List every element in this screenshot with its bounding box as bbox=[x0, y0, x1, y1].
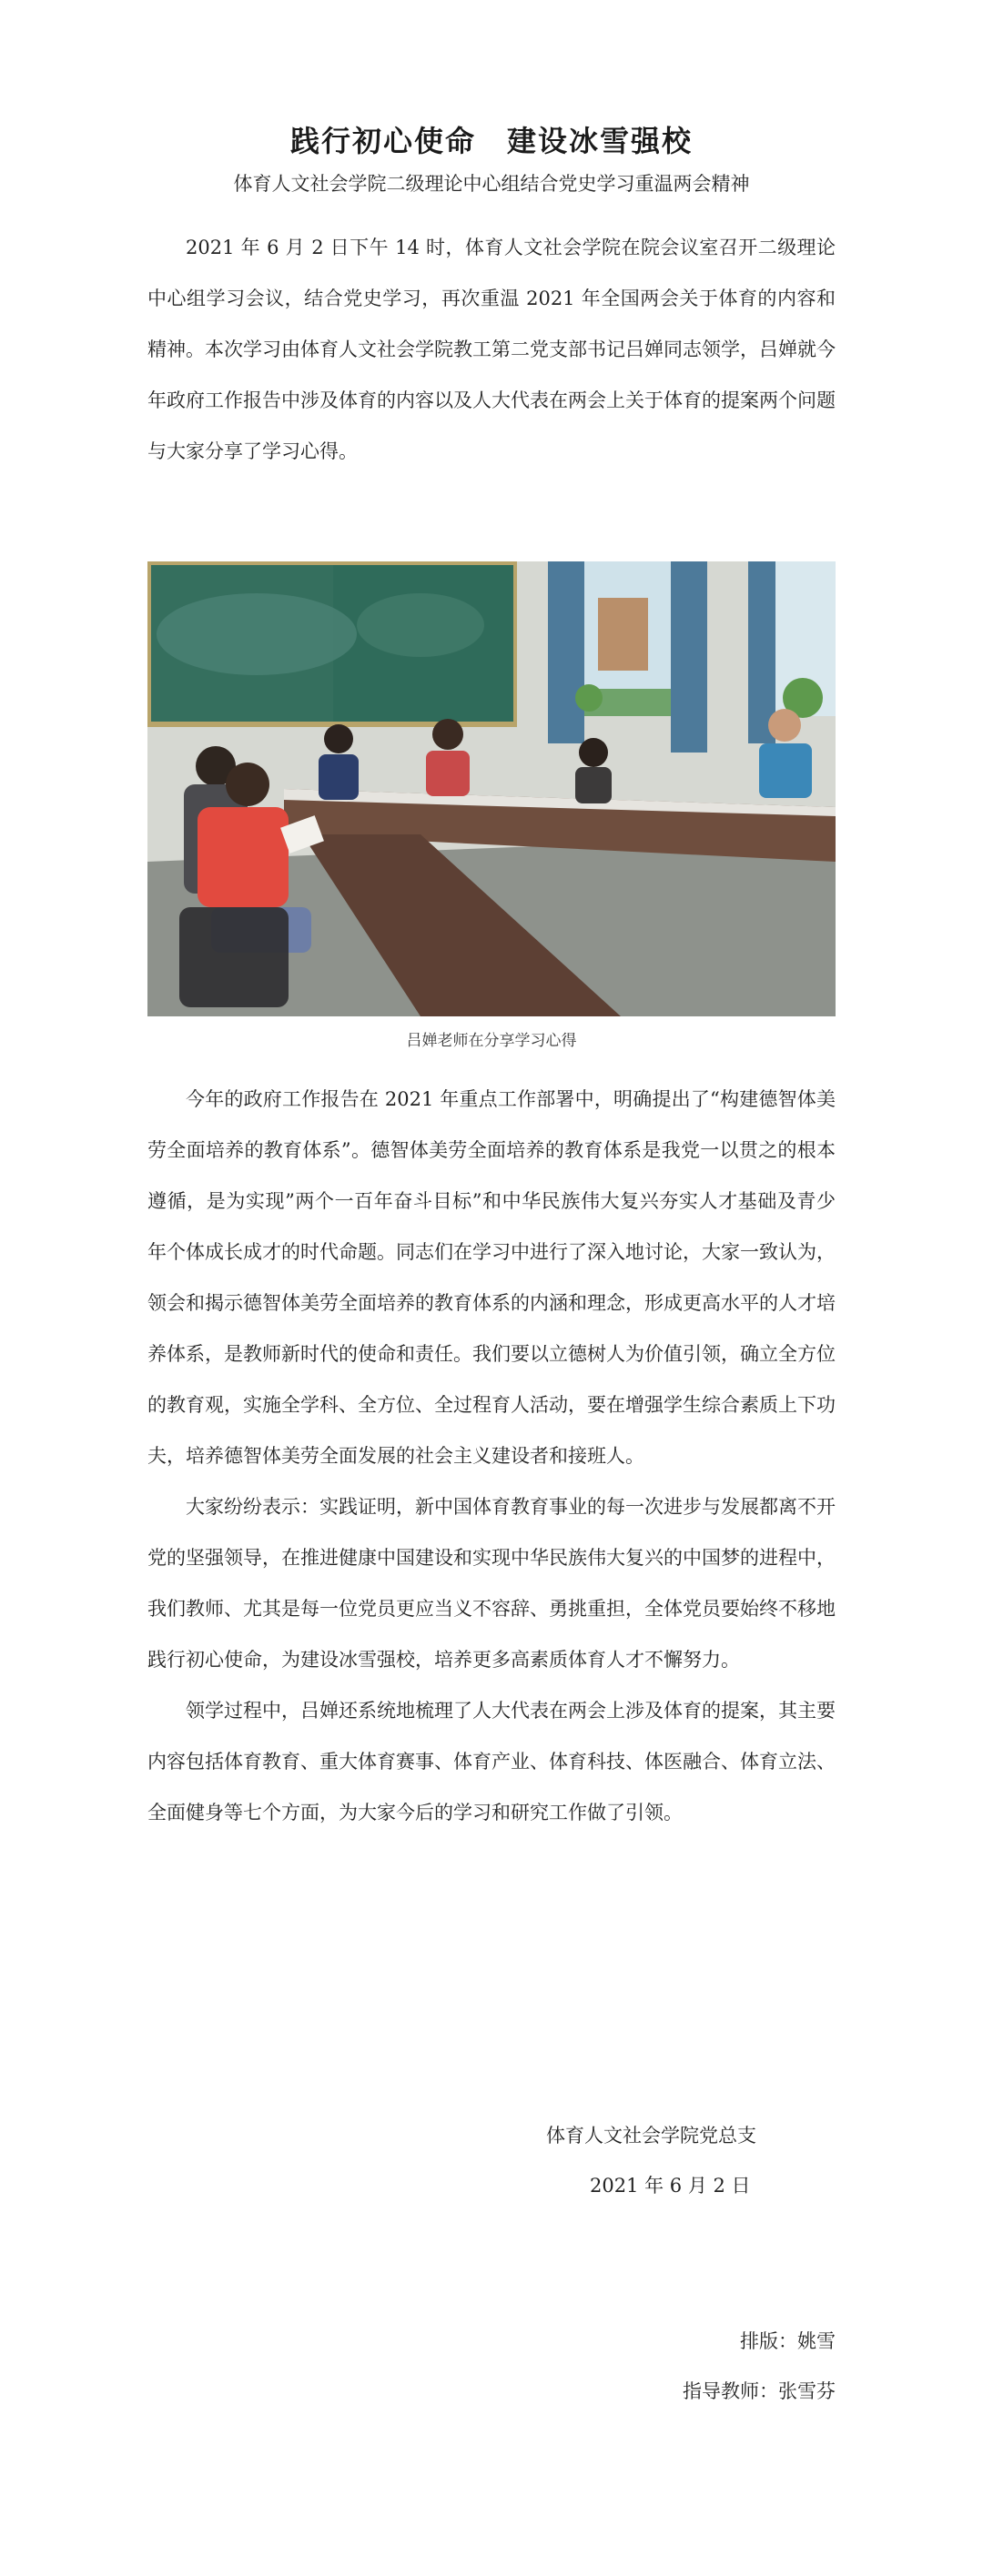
layout-credit: 排版：姚雪 bbox=[740, 2330, 836, 2352]
signature-date: 2021 年 6 月 2 日 bbox=[590, 2175, 751, 2197]
meeting-photo-illustration bbox=[147, 561, 836, 1016]
intro-section bbox=[147, 222, 836, 477]
paragraph: 领学过程中，吕婵还系统地梳理了人大代表在两会上涉及体育的提案，其主要内容包括体育教育、重大体育赛事、体育产业、体育科技、体医融合、体育立法、全面健身等七个方面，为大家今后的学习和研究工作做了引领。 bbox=[147, 1700, 836, 1823]
advisor-credit: 指导教师：张雪芬 bbox=[683, 2380, 836, 2402]
article-subtitle: 体育人文社会学院二级理论中心组结合党史学习重温两会精神 bbox=[233, 173, 750, 195]
paragraph: 今年的政府工作报告在 2021 年重点工作部署中，明确提出了“构建德智体美劳全面培养的教育体系”。德智体美劳全面培养的教育体系是我党一以贯之的根本遵循，是为实现”两个一百年奋斗目标”和中华民族伟大复兴夯实人才基础及青少年个体成长成才的时代命题。同志们在学习中进行了深入地讨论，大家一致认为，领会和揭示德智体美劳全面培养的教育体系的内涵和理念，形成更高水平的人才培养体系，是教师新时代的使命和责任。我们要以立德树人为价值引领，确立全方位的教育观，实施全学科、全方位、全过程育人活动，要在增强学生综合素质上下功夫，培养德智体美劳全面发展的社会主义建设者和接班人。 bbox=[147, 1088, 836, 1467]
paragraph: 2021 年 6 月 2 日下午 14 时，体育人文社会学院在院会议室召开二级理论中心组学习会议，结合党史学习，再次重温 2021 年全国两会关于体育的内容和精神。本次学习由体育人文社会学院教工第二党支部书记吕婵同志领学，吕婵就今年政府工作报告中涉及体育的内容以及人大代表在两会上关于体育的提案两个问题与大家分享了学习心得。 bbox=[147, 237, 836, 462]
meeting-photo bbox=[147, 561, 836, 1016]
paragraph: 大家纷纷表示：实践证明，新中国体育教育事业的每一次进步与发展都离不开党的坚强领导，在推进健康中国建设和实现中华民族伟大复兴的中国梦的进程中，我们教师、尤其是每一位党员更应当义不容辞、勇挑重担，全体党员要始终不移地践行初心使命，为建设冰雪强校，培养更多高素质体育人才不懈努力。 bbox=[147, 1496, 836, 1671]
photo-caption: 吕婵老师在分享学习心得 bbox=[406, 1032, 577, 1050]
signature-organization: 体育人文社会学院党总支 bbox=[546, 2125, 756, 2147]
main-section bbox=[147, 1074, 836, 1838]
article-title: 践行初心使命 建设冰雪强校 bbox=[289, 124, 693, 158]
